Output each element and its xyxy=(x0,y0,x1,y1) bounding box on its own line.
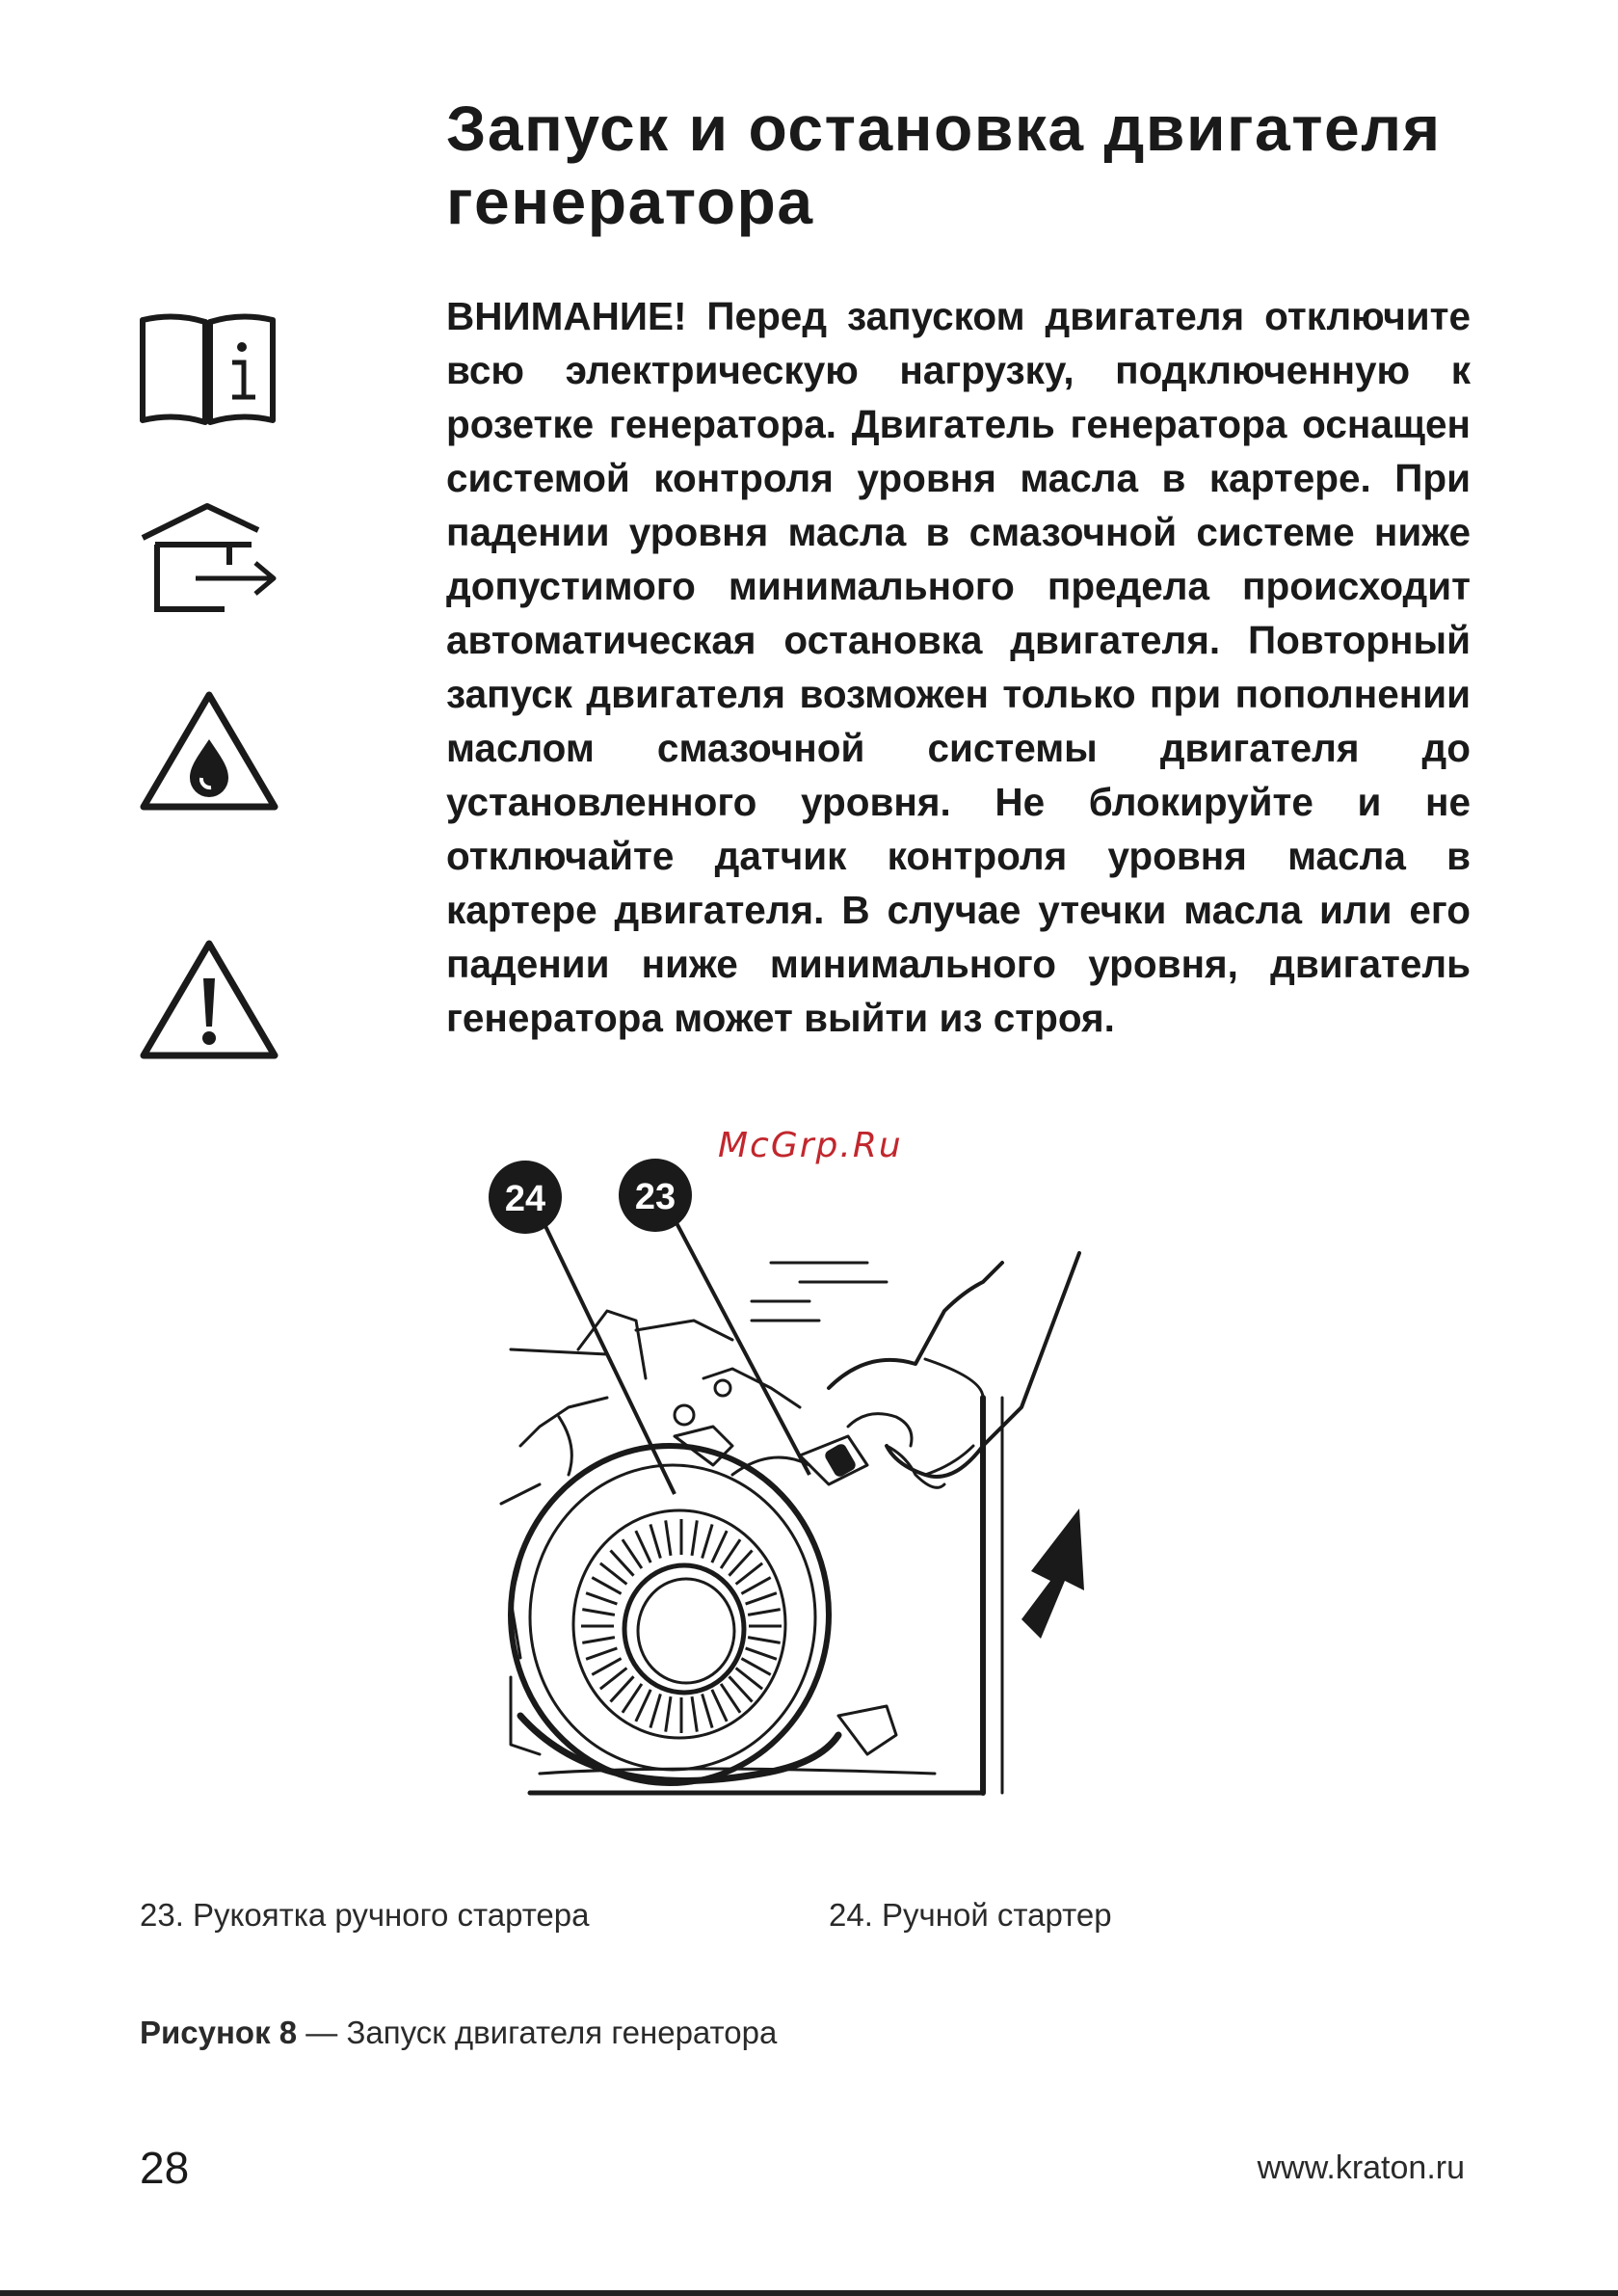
starter-fin xyxy=(741,1659,770,1675)
starter-fin xyxy=(712,1531,727,1562)
caption-item-23: 23. Рукоятка ручного стартера xyxy=(140,1897,590,1933)
starter-fins xyxy=(581,1519,782,1733)
page-number: 28 xyxy=(140,2143,190,2193)
warning-lead: ВНИМАНИЕ! xyxy=(446,294,687,338)
starter-fin xyxy=(736,1563,763,1585)
starter-fin xyxy=(636,1690,650,1722)
starter-fin xyxy=(748,1610,781,1615)
starter-fin xyxy=(746,1593,777,1604)
warning-paragraph xyxy=(446,289,1471,1045)
starter-fin xyxy=(692,1696,697,1732)
starter-fin xyxy=(592,1578,621,1594)
starter-fin xyxy=(650,1524,661,1558)
callout-24-label: 24 xyxy=(504,1179,546,1219)
starter-fin xyxy=(623,1539,642,1568)
figure-illustration xyxy=(482,1157,1099,1812)
warning-body: Перед запуском двигателя отключите всю электрическую нагрузку, подключенную к розетке генератора. Двигатель генератора оснащен системой контроля уровня масла в картере. При падении уровня масла в смазочной системе ниже допустимого минимального предела происходит автоматическая остановка двигателя. Повторный запуск двигателя возможен только при пополнении маслом смазочной системы двигателя до установленного уровня. Не блокируйте и не отключайте датчик контроля уровня масла в картере двигателя. В случае утечки масла или его падении ниже минимального уровня, двигатель генератора может выйти из строя. xyxy=(446,294,1471,1040)
starter-fin xyxy=(582,1610,615,1615)
manual-info-icon xyxy=(138,308,278,429)
starter-fin xyxy=(692,1520,697,1556)
outdoor-use-icon xyxy=(138,501,280,617)
starter-fin xyxy=(721,1539,740,1568)
caption-item-24: 24. Ручной стартер xyxy=(829,1897,1112,1933)
starter-fin xyxy=(703,1694,713,1727)
starter-fin xyxy=(623,1684,642,1713)
starter-fin xyxy=(746,1648,777,1659)
starter-fin xyxy=(748,1638,781,1643)
callout-23-label: 23 xyxy=(634,1177,676,1217)
page-title: Запуск и остановка двигателя генератора xyxy=(446,93,1442,237)
starter-fin xyxy=(636,1531,650,1562)
figure-caption-label: Рисунок 8 xyxy=(140,2015,298,2050)
starter-fin xyxy=(741,1578,770,1594)
figure-caption xyxy=(140,2015,777,2051)
starter-fin xyxy=(721,1684,740,1713)
starter-fin xyxy=(666,1696,671,1732)
starter-fin xyxy=(582,1638,615,1643)
starter-fin xyxy=(666,1520,671,1556)
starter-fin xyxy=(600,1563,627,1585)
starter-fin xyxy=(611,1676,634,1701)
starter-fin xyxy=(586,1593,617,1604)
starter-fin xyxy=(611,1551,634,1576)
general-warning-icon xyxy=(138,938,280,1063)
figure-caption-text: — Запуск двигателя генератора xyxy=(297,2015,778,2050)
starter-fin xyxy=(729,1551,753,1576)
bottom-rule xyxy=(0,2290,1618,2296)
callout-23 xyxy=(619,1159,692,1232)
starter-fin xyxy=(703,1524,713,1558)
starter-fin xyxy=(712,1690,727,1722)
oil-warning-icon xyxy=(138,689,280,814)
starter-fin xyxy=(586,1648,617,1659)
footer-url[interactable]: www.kraton.ru xyxy=(1257,2149,1465,2186)
watermark: McGrp.Ru xyxy=(718,1126,903,1165)
starter-fin xyxy=(600,1669,627,1690)
callout-24 xyxy=(489,1161,562,1234)
starter-fin xyxy=(736,1669,763,1690)
starter-fin xyxy=(650,1694,661,1727)
starter-fin xyxy=(729,1676,753,1701)
starter-fin xyxy=(592,1659,621,1675)
